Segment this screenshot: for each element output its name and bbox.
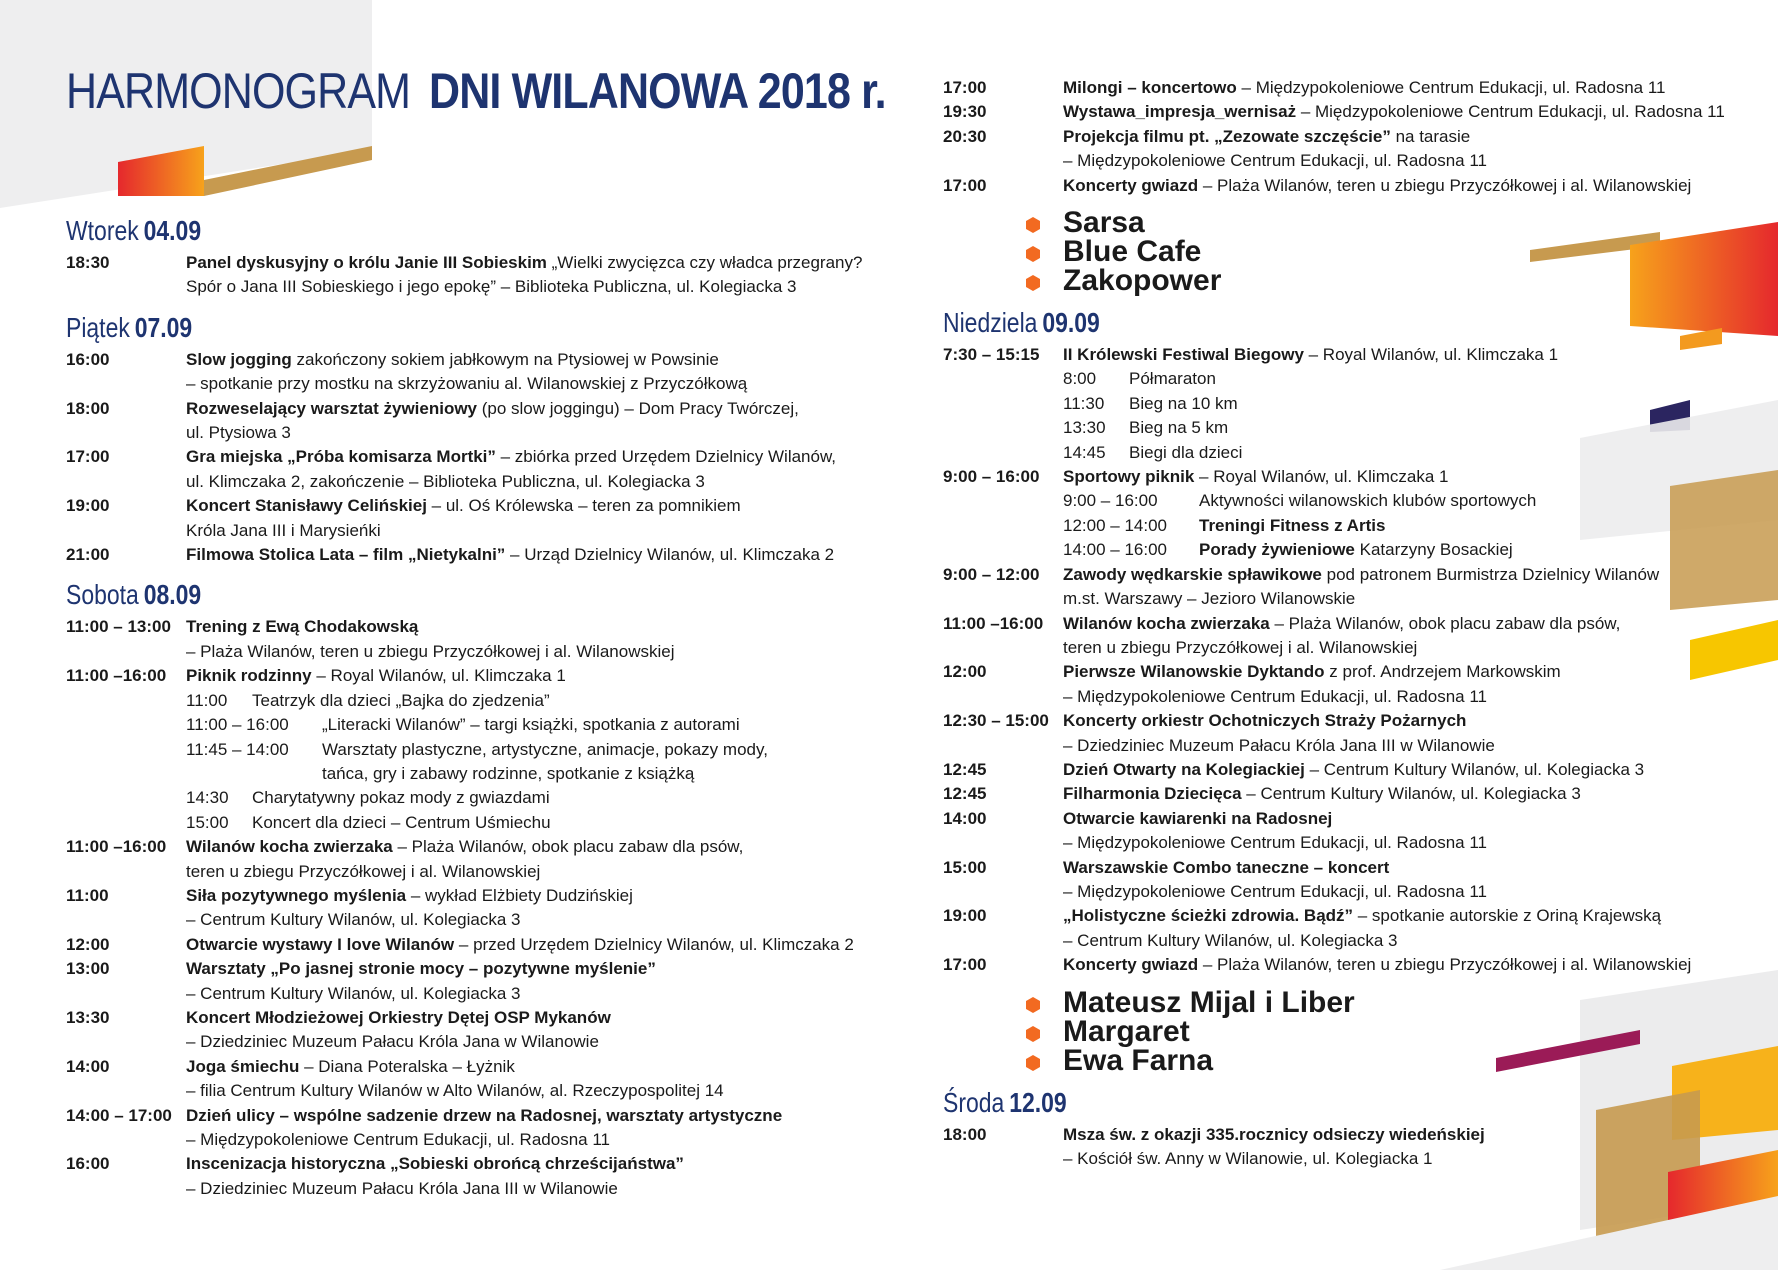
event-detail: – Dziedziniec Muzeum Pałacu Króla Jana III w Wilanowie [186, 1178, 618, 1198]
event-title: Koncert Młodzieżowej Orkiestry Dętej OSP Mykanów [186, 1007, 611, 1027]
event-detail: – Plaża Wilanów, teren u zbiegu Przyczółkowej i al. Wilanowskiej [1198, 955, 1692, 975]
event-detail: teren u zbiegu Przyczółkowej i al. Wilanowskiej [186, 861, 541, 881]
event-detail: ul. Klimczaka 2, zakończenie – Biblioteka Publiczna, ul. Kolegiacka 3 [186, 471, 705, 491]
event-line [186, 664, 866, 688]
sub-event-desc: Bieg na 10 km [1129, 393, 1238, 413]
event-row [66, 251, 866, 300]
event-title: II Królewski Festiwal Biegowy [1063, 345, 1304, 365]
day-name: Niedziela [943, 307, 1038, 339]
event-title: Trening z Ewą Chodakowską [186, 617, 419, 637]
event-row [943, 343, 1763, 465]
sub-event-desc: Półmaraton [1129, 369, 1216, 389]
event-row [943, 563, 1763, 612]
event-line [1063, 807, 1763, 831]
event-line [186, 372, 866, 396]
featured-artist [943, 1014, 1763, 1048]
event-title: Koncert Stanisławy Celińskiej [186, 496, 427, 516]
event-time: 7:30 – 15:15 [943, 345, 1040, 365]
event-row [66, 494, 866, 543]
event-detail: – Międzypokoleniowe Centrum Edukacji, ul. Radosna 11 [1236, 78, 1666, 97]
event-line [1063, 1147, 1763, 1171]
day-name: Środa [943, 1086, 1005, 1118]
event-title: Dzień Otwarty na Kolegiackiej [1063, 759, 1305, 779]
event-time: 15:00 [943, 857, 987, 877]
artist-name: Margaret [1063, 1014, 1190, 1048]
event-line [1063, 636, 1763, 660]
featured-artist [943, 206, 1763, 240]
event-time: 17:00 [66, 447, 110, 467]
event-row [66, 445, 866, 494]
event-row [66, 835, 866, 884]
event-title: Wilanów kocha zwierzaka [186, 837, 393, 857]
event-time: 14:00 [943, 808, 987, 828]
sub-event-desc: Charytatywny pokaz mody z gwiazdami [252, 788, 550, 808]
event-row [943, 807, 1763, 856]
event-row [943, 612, 1763, 661]
right-column [943, 76, 1763, 1171]
sub-event [186, 762, 866, 786]
event-row [66, 664, 866, 835]
event-detail: – Royal Wilanów, ul. Klimczaka 1 [311, 666, 566, 686]
event-detail: (po slow joggingu) – Dom Pracy Twórczej, [477, 398, 799, 418]
event-detail: – Dziedziniec Muzeum Pałacu Króla Jana III w Wilanowie [1063, 735, 1495, 755]
event-line [186, 1006, 866, 1030]
sub-event [1063, 538, 1763, 562]
event-title: Filmowa Stolica Lata – film „Nietykalni” [186, 545, 506, 565]
featured-artist [943, 264, 1763, 298]
event-line [186, 982, 866, 1006]
event-row [66, 933, 866, 957]
event-row [943, 953, 1763, 977]
day-date: 09.09 [1042, 307, 1100, 339]
sub-event-desc: Treningi Fitness z Artis [1199, 515, 1386, 535]
event-line [1063, 76, 1763, 100]
day-heading [66, 312, 722, 344]
event-time: 12:45 [943, 784, 987, 804]
event-title: Projekcja filmu pt. „Zezowate szczęście” [1063, 126, 1391, 146]
event-row [66, 957, 866, 1006]
sub-event-desc-extra: Katarzyny Bosackiej [1354, 540, 1513, 560]
event-title: Gra miejska „Próba komisarza Mortki” [186, 447, 496, 467]
event-line [1063, 660, 1763, 684]
event-line [186, 1079, 866, 1103]
event-detail: – wykład Elżbiety Dudzińskiej [406, 885, 633, 905]
event-title: Joga śmiechu [186, 1056, 300, 1076]
event-line [1063, 563, 1763, 587]
event-row [66, 348, 866, 397]
event-time: 11:00 –16:00 [66, 837, 167, 857]
event-line [1063, 465, 1763, 489]
sub-event [1063, 367, 1763, 391]
event-row [66, 1104, 866, 1153]
event-time: 12:45 [943, 759, 987, 779]
sub-event-time: 9:00 – 16:00 [1063, 491, 1158, 511]
event-time: 11:00 –16:00 [943, 613, 1044, 633]
event-detail: – Royal Wilanów, ul. Klimczaka 1 [1303, 345, 1559, 365]
event-row [943, 782, 1763, 806]
event-detail: – Międzypokoleniowe Centrum Edukacji, ul. Radosna 11 [1296, 102, 1725, 122]
event-detail: na tarasie [1390, 126, 1471, 146]
event-time: 13:00 [66, 959, 110, 979]
event-line [1063, 709, 1763, 733]
artist-name: Mateusz Mijal i Liber [1063, 985, 1355, 1019]
sub-event-desc: „Literacki Wilanów” – targi książki, spotkania z autorami [322, 715, 740, 735]
event-title: Inscenizacja historyczna „Sobieski obrońcą chrześcijaństwa” [186, 1154, 684, 1174]
event-line [186, 615, 866, 639]
event-title: Dzień ulicy – wspólne sadzenie drzew na Radosnej, warsztaty artystyczne [186, 1105, 783, 1125]
event-line [1063, 587, 1763, 611]
day-name: Sobota [66, 579, 139, 611]
event-line [1063, 685, 1763, 709]
sub-event [186, 811, 866, 835]
event-row [66, 1055, 866, 1104]
sub-event-desc: Teatrzyk dla dzieci „Bajka do zjedzenia” [252, 690, 550, 710]
sub-event-desc: Koncert dla dzieci – Centrum Uśmiechu [252, 812, 551, 832]
event-detail: ul. Ptysiowa 3 [186, 423, 291, 443]
event-line [1063, 343, 1763, 367]
event-line [186, 348, 866, 372]
event-detail: – Centrum Kultury Wilanów, ul. Kolegiacka 3 [1241, 784, 1581, 804]
event-title: Otwarcie wystawy I love Wilanów [186, 934, 455, 954]
event-title: Warszawskie Combo taneczne – koncert [1063, 857, 1390, 877]
event-detail: – Royal Wilanów, ul. Klimczaka 1 [1194, 467, 1449, 487]
event-title: Sportowy piknik [1063, 467, 1195, 487]
event-detail: – Międzypokoleniowe Centrum Edukacji, ul. Radosna 11 [1063, 881, 1487, 901]
event-time: 11:00 –16:00 [66, 666, 167, 686]
sub-event-time: 11:30 [1063, 393, 1105, 413]
event-line [186, 835, 866, 859]
event-line [1063, 856, 1763, 880]
event-title: Panel dyskusyjny o królu Janie III Sobieskim [186, 253, 547, 272]
event-line [1063, 734, 1763, 758]
event-line [186, 1030, 866, 1054]
event-title: Otwarcie kawiarenki na Radosnej [1063, 808, 1333, 828]
event-detail: teren u zbiegu Przyczółkowej i al. Wilanowskiej [1063, 637, 1418, 657]
event-row [66, 1152, 866, 1201]
hexagon-bullet-icon [1025, 997, 1041, 1013]
event-row [66, 397, 866, 446]
sub-event [1063, 489, 1763, 513]
event-row [943, 100, 1763, 124]
event-line [1063, 904, 1763, 928]
event-line [186, 445, 866, 469]
event-row [943, 76, 1763, 100]
event-line [1063, 612, 1763, 636]
event-time: 11:00 [66, 885, 109, 905]
event-detail: – ul. Oś Królewska – teren za pomnikiem [426, 496, 741, 516]
event-detail: – filia Centrum Kultury Wilanów w Alto Wilanów, al. Rzeczypospolitej 14 [186, 1081, 724, 1101]
sub-event [186, 738, 866, 762]
event-detail: – Centrum Kultury Wilanów, ul. Kolegiacka 3 [186, 983, 521, 1003]
sub-event-time: 11:00 [186, 690, 228, 710]
event-line [186, 1055, 866, 1079]
hexagon-bullet-icon [1025, 217, 1041, 233]
event-row [943, 758, 1763, 782]
featured-artist [943, 235, 1763, 269]
event-line [1063, 149, 1763, 173]
sub-event [186, 713, 866, 737]
event-line [186, 421, 866, 445]
sub-event-desc: Aktywności wilanowskich klubów sportowych [1199, 491, 1537, 511]
event-title: Siła pozytywnego myślenia [186, 885, 407, 905]
event-line [186, 640, 866, 664]
artist-name: Blue Cafe [1063, 235, 1202, 269]
sub-event-time: 11:00 – 16:00 [186, 715, 289, 735]
sub-event-time: 14:45 [1063, 442, 1106, 462]
event-line [186, 957, 866, 981]
event-row [66, 884, 866, 933]
event-line [186, 251, 866, 275]
event-detail: – Urząd Dzielnicy Wilanów, ul. Klimczaka 2 [505, 545, 835, 565]
event-title: Wystawa_impresja_wernisaż [1063, 102, 1297, 122]
day-date: 08.09 [143, 579, 202, 611]
event-title: Piknik rodzinny [186, 666, 312, 686]
hexagon-bullet-icon [1025, 275, 1041, 291]
event-row [943, 709, 1763, 758]
event-detail: – zbiórka przed Urzędem Dzielnicy Wilanów, [495, 447, 837, 467]
event-row [943, 856, 1763, 905]
artist-name: Sarsa [1063, 206, 1145, 240]
event-title: Warsztaty „Po jasnej stronie mocy – pozytywne myślenie” [186, 959, 656, 979]
sub-event-time: 14:30 [186, 788, 229, 808]
event-time: 18:00 [943, 1124, 987, 1144]
day-date: 12.09 [1009, 1086, 1067, 1118]
event-detail: m.st. Warszawy – Jezioro Wilanowskie [1063, 589, 1356, 609]
day-heading [66, 579, 722, 611]
event-line [186, 860, 866, 884]
event-detail: – Plaża Wilanów, teren u zbiegu Przyczółkowej i al. Wilanowskiej [1198, 175, 1692, 195]
event-detail: „Wielki zwycięzca czy władca przegrany? [546, 253, 863, 272]
title-light: HARMONOGRAM [66, 63, 411, 119]
event-title: Zawody wędkarskie spławikowe [1063, 564, 1322, 584]
event-line [186, 470, 866, 494]
sub-event-time: 14:00 – 16:00 [1063, 540, 1167, 560]
event-time: 19:00 [66, 496, 110, 516]
event-line [186, 275, 866, 299]
artist-name: Zakopower [1063, 264, 1222, 298]
event-row [943, 174, 1763, 198]
event-detail: – Międzypokoleniowe Centrum Edukacji, ul. Radosna 11 [1063, 686, 1487, 706]
event-line [186, 519, 866, 543]
event-line [186, 494, 866, 518]
event-time: 17:00 [943, 955, 987, 975]
event-time: 14:00 [66, 1056, 110, 1076]
event-title: Filharmonia Dziecięca [1063, 784, 1242, 804]
artist-name: Ewa Farna [1063, 1043, 1214, 1077]
event-title: Wilanów kocha zwierzaka [1063, 613, 1270, 633]
event-title: Koncerty orkiestr Ochotniczych Straży Pożarnych [1063, 711, 1467, 731]
event-line [1063, 929, 1763, 953]
sub-event [1063, 441, 1763, 465]
sub-event [1063, 416, 1763, 440]
day-date: 07.09 [134, 311, 193, 343]
sub-event [186, 689, 866, 713]
event-detail: – Centrum Kultury Wilanów, ul. Kolegiacka 3 [186, 910, 521, 930]
event-time: 11:00 – 13:00 [66, 617, 171, 637]
event-detail: – Kościół św. Anny w Wilanowie, ul. Kolegiacka 1 [1063, 1149, 1433, 1168]
featured-artist [943, 1043, 1763, 1077]
event-time: 18:00 [66, 398, 110, 418]
event-detail: – Dziedziniec Muzeum Pałacu Króla Jana w Wilanowie [186, 1032, 599, 1052]
event-time: 18:30 [66, 253, 110, 272]
day-date: 04.09 [143, 215, 202, 246]
event-title: Msza św. z okazji 335.rocznicy odsieczy wiedeńskiej [1063, 1124, 1485, 1144]
event-detail: – Centrum Kultury Wilanów, ul. Kolegiacka 3 [1304, 759, 1645, 779]
event-detail: zakończony sokiem jabłkowym na Ptysiowej w Powsinie [291, 349, 719, 369]
event-line [1063, 125, 1763, 149]
event-line [186, 1152, 866, 1176]
event-row [943, 465, 1763, 563]
event-detail: – Międzypokoleniowe Centrum Edukacji, ul. Radosna 11 [186, 1130, 610, 1149]
sub-event [1063, 392, 1763, 416]
event-title: Koncerty gwiazd [1063, 175, 1199, 195]
event-title: „Holistyczne ścieżki zdrowia. Bądź” [1063, 906, 1354, 926]
event-time: 19:30 [943, 102, 987, 122]
event-title: Slow jogging [186, 349, 292, 369]
event-title: Milongi – koncertowo [1063, 78, 1237, 97]
event-line [1063, 1123, 1763, 1147]
event-row [66, 1006, 866, 1055]
event-line [1063, 758, 1763, 782]
sub-event [1063, 514, 1763, 538]
event-row [943, 125, 1763, 174]
event-line [1063, 953, 1763, 977]
event-detail: – Międzypokoleniowe Centrum Edukacji, ul. Radosna 11 [1063, 833, 1487, 853]
event-detail: – Międzypokoleniowe Centrum Edukacji, ul. Radosna 11 [1063, 151, 1487, 171]
event-time: 16:00 [66, 1154, 110, 1174]
day-heading [66, 215, 722, 247]
day-heading [943, 1087, 1615, 1119]
event-detail: – Plaża Wilanów, obok placu zabaw dla psów, [1269, 613, 1621, 633]
sub-event-time: 8:00 [1063, 369, 1097, 389]
event-line [186, 1128, 866, 1152]
event-detail: – przed Urzędem Dzielnicy Wilanów, ul. Klimczaka 2 [454, 934, 854, 954]
event-line [186, 884, 866, 908]
page-title [66, 62, 886, 120]
event-detail: Króla Jana III i Marysieńki [186, 520, 381, 540]
event-time: 17:00 [943, 78, 987, 97]
hexagon-bullet-icon [1025, 246, 1041, 262]
day-name: Piątek [66, 311, 130, 343]
event-time: 21:00 [66, 545, 110, 565]
event-line [186, 933, 866, 957]
featured-artist [943, 985, 1763, 1019]
sub-event-desc: Bieg na 5 km [1129, 418, 1229, 438]
event-time: 12:00 [943, 662, 987, 682]
event-line [186, 908, 866, 932]
sub-event-desc: Porady żywieniowe [1199, 540, 1355, 560]
event-title: Pierwsze Wilanowskie Dyktando [1063, 662, 1325, 682]
event-line [186, 1177, 866, 1201]
event-detail: pod patronem Burmistrza Dzielnicy Wilanów [1321, 564, 1660, 584]
featured-artists [943, 985, 1763, 1077]
event-time: 9:00 – 16:00 [943, 467, 1040, 487]
sub-event-time: 15:00 [186, 812, 229, 832]
event-time: 19:00 [943, 906, 987, 926]
day-name: Wtorek [66, 215, 139, 246]
event-row [66, 615, 866, 664]
sub-event-desc: tańca, gry i zabawy rodzinne, spotkanie z książką [322, 763, 695, 783]
event-detail: – spotkanie autorskie z Oriną Krajewską [1353, 906, 1662, 926]
event-line [1063, 174, 1763, 198]
event-time: 9:00 – 12:00 [943, 564, 1040, 584]
event-line [1063, 880, 1763, 904]
featured-artists [943, 206, 1763, 298]
event-time: 20:30 [943, 126, 987, 146]
event-detail: – Diana Poteralska – Łyżnik [299, 1056, 515, 1076]
sub-event-time: 12:00 – 14:00 [1063, 515, 1167, 535]
hexagon-bullet-icon [1025, 1055, 1041, 1071]
event-row [943, 1123, 1763, 1172]
event-row [943, 660, 1763, 709]
event-title: Rozweselający warsztat żywieniowy [186, 398, 478, 418]
event-row [943, 904, 1763, 953]
event-line [186, 1104, 866, 1128]
event-detail: Spór o Jana III Sobieskiego i jego epokę” – Biblioteka Publiczna, ul. Kolegiacka 3 [186, 277, 797, 297]
event-time: 13:30 [66, 1007, 110, 1027]
left-column [66, 203, 866, 1201]
event-detail: – Plaża Wilanów, teren u zbiegu Przyczółkowej i al. Wilanowskiej [186, 641, 675, 661]
event-line [186, 543, 866, 567]
sub-event-desc: Biegi dla dzieci [1129, 442, 1243, 462]
sub-event-time: 11:45 – 14:00 [186, 739, 289, 759]
event-time: 14:00 – 17:00 [66, 1105, 172, 1125]
event-time: 12:00 [66, 934, 110, 954]
event-row [66, 543, 866, 567]
title-bold: DNI WILANOWA 2018 r. [429, 63, 886, 119]
event-line [186, 397, 866, 421]
sub-event [186, 786, 866, 810]
event-line [1063, 100, 1763, 124]
event-time: 12:30 – 15:00 [943, 711, 1049, 731]
event-line [1063, 831, 1763, 855]
event-line [1063, 782, 1763, 806]
event-detail: – spotkanie przy mostku na skrzyżowaniu al. Wilanowskiej z Przyczółkową [186, 374, 748, 394]
event-detail: z prof. Andrzejem Markowskim [1324, 662, 1561, 682]
event-time: 17:00 [943, 175, 987, 195]
sub-event-time: 13:30 [1063, 418, 1106, 438]
event-title: Koncerty gwiazd [1063, 955, 1199, 975]
event-detail: – Plaża Wilanów, obok placu zabaw dla psów, [392, 837, 744, 857]
day-heading [943, 307, 1615, 339]
event-time: 16:00 [66, 349, 110, 369]
event-detail: – Centrum Kultury Wilanów, ul. Kolegiacka 3 [1063, 930, 1398, 950]
sub-event-desc: Warsztaty plastyczne, artystyczne, animacje, pokazy mody, [322, 739, 768, 759]
hexagon-bullet-icon [1025, 1026, 1041, 1042]
